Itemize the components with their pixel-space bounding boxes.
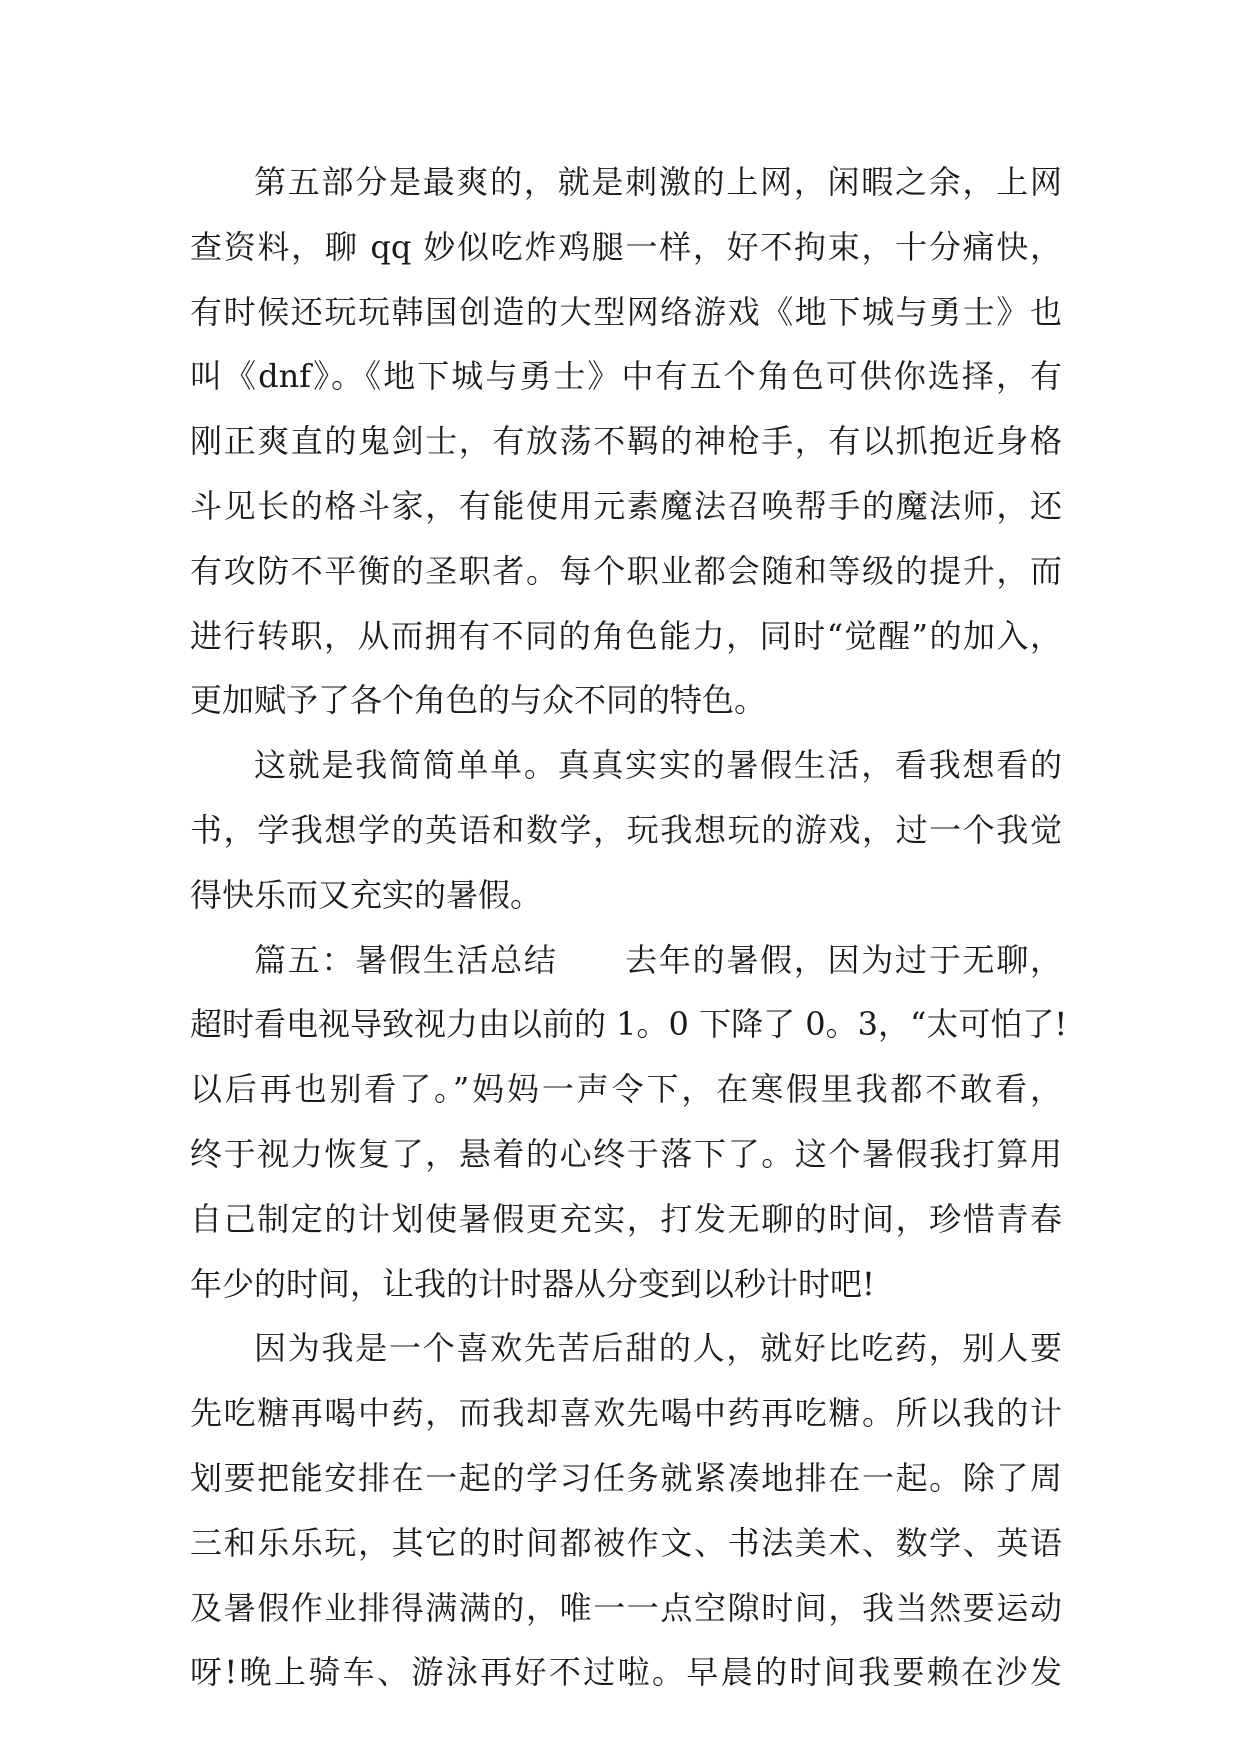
text-line: 先吃糖再喝中药，而我却喜欢先喝中药再吃糖。所以我的计 bbox=[190, 1394, 1062, 1433]
text-line: 有时候还玩玩韩国创造的大型网络游戏《地下城与勇士》也 bbox=[190, 292, 1062, 331]
text-line: 查资料，聊 qq 妙似吃炸鸡腿一样，好不拘束，十分痛快， bbox=[190, 227, 1062, 266]
text-line: 划要把能安排在一起的学习任务就紧凑地排在一起。除了周 bbox=[190, 1458, 1062, 1497]
paragraph bbox=[190, 162, 1062, 745]
text-line: 呀!晚上骑车、游泳再好不过啦。早晨的时间我要赖在沙发 bbox=[190, 1653, 1062, 1692]
text-line: 终于视力恢复了，悬着的心终于落下了。这个暑假我打算用 bbox=[190, 1134, 1062, 1173]
text-line: 篇五：暑假生活总结 去年的暑假，因为过于无聊， bbox=[254, 940, 1062, 979]
text-line: 年少的时间，让我的计时器从分变到以秒计时吧! bbox=[190, 1264, 875, 1303]
text-line: 因为我是一个喜欢先苦后甜的人，就好比吃药，别人要 bbox=[254, 1329, 1062, 1368]
text-line: 刚正爽直的鬼剑士，有放荡不羁的神枪手，有以抓抱近身格 bbox=[190, 422, 1062, 461]
paragraph bbox=[190, 745, 1062, 939]
text-line: 第五部分是最爽的，就是刺激的上网，闲暇之余，上网 bbox=[254, 163, 1062, 201]
paragraph bbox=[190, 1328, 1062, 1717]
text-line: 书，学我想学的英语和数学，玩我想玩的游戏，过一个我觉 bbox=[190, 810, 1062, 849]
text-line: 三和乐乐玩，其它的时间都被作文、书法美术、数学、英语 bbox=[190, 1523, 1062, 1562]
text-line: 及暑假作业排得满满的，唯一一点空隙时间，我当然要运动 bbox=[190, 1588, 1062, 1627]
text-line: 进行转职，从而拥有不同的角色能力，同时“觉醒”的加入， bbox=[190, 616, 1062, 655]
text-line: 有攻防不平衡的圣职者。每个职业都会随和等级的提升，而 bbox=[190, 551, 1062, 590]
text-line: 自己制定的计划使暑假更充实，打发无聊的时间，珍惜青春 bbox=[190, 1199, 1062, 1238]
text-line: 超时看电视导致视力由以前的 1。0 下降了 0。3，“太可怕了! bbox=[190, 1005, 1068, 1044]
text-line: 叫《dnf》。《地下城与勇士》中有五个角色可供你选择，有 bbox=[190, 357, 1062, 396]
text-line: 得快乐而又充实的暑假。 bbox=[190, 875, 543, 914]
paragraph bbox=[190, 940, 1068, 1329]
text-line: 更加赋予了各个角色的与众不同的特色。 bbox=[190, 681, 767, 720]
document-body bbox=[190, 162, 1068, 1717]
text-line: 斗见长的格斗家，有能使用元素魔法召唤帮手的魔法师，还 bbox=[190, 486, 1062, 525]
text-line: 这就是我简简单单。真真实实的暑假生活，看我想看的 bbox=[254, 746, 1062, 785]
text-line: 以后再也别看了。”妈妈一声令下，在寒假里我都不敢看， bbox=[190, 1070, 1062, 1109]
